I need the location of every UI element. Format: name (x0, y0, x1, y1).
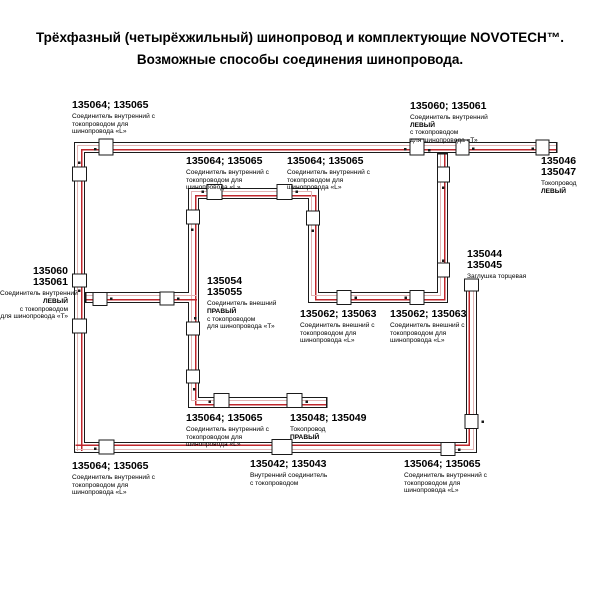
part-numbers: 135048; 135049 (290, 412, 367, 424)
page-title-line1: Трёхфазный (четырёхжильный) шинопровод и комплектующие NOVOTECH™. (35, 30, 565, 45)
connector-box (287, 394, 302, 408)
part-numbers: 135044 135045 (467, 248, 503, 272)
contact-dot (442, 260, 445, 263)
label-connector-internal-left-T-top (410, 101, 488, 145)
contact-dot (193, 388, 196, 391)
part-description: Соединитель внутренний с токопроводом для шинопровода «L» (72, 112, 155, 136)
connector-box (73, 274, 87, 287)
contact-dot (312, 230, 315, 233)
contact-dot (442, 187, 445, 190)
label-connector-external-L-2 (390, 309, 467, 345)
contact-dot (94, 448, 97, 451)
part-numbers: 135064; 135065 (72, 99, 149, 111)
connector-box (73, 319, 87, 333)
connector-box (73, 167, 87, 181)
part-numbers: 135064; 135065 (72, 460, 149, 472)
contact-dot (532, 148, 535, 151)
label-connector-internal-left-T-side (0, 265, 78, 321)
part-numbers: 135060; 135061 (410, 100, 487, 112)
part-description: Соединитель внутренний с токопроводом для шинопровода «L» (404, 471, 487, 495)
part-numbers: 135042; 135043 (250, 458, 327, 470)
connector-box (337, 291, 351, 305)
part-description: Соединитель внутренний ЛЕВЫЙ с токопроводом для шинопровода «Т» (410, 113, 488, 145)
label-connector-external-L-1 (300, 309, 377, 345)
contact-dot (209, 401, 212, 404)
contact-dot (472, 148, 475, 151)
label-connector-internal-L-low (186, 413, 269, 449)
part-description: Соединитель внутренний с токопроводом для шинопровода «L» (72, 473, 155, 497)
connector-box (187, 210, 200, 224)
page-title-line2: Возможные способы соединения шинопровода. (136, 51, 464, 67)
connector-box (187, 322, 200, 335)
connector-box (536, 140, 549, 155)
connector-box (307, 211, 320, 225)
part-numbers: 135064; 135065 (186, 412, 263, 424)
contact-dot (78, 290, 81, 293)
part-numbers: 135064; 135065 (404, 458, 481, 470)
connector-box (410, 291, 424, 305)
label-end-cap (467, 249, 526, 281)
contact-dot (194, 317, 197, 320)
part-numbers: 135064; 135065 (186, 155, 263, 167)
contact-dot (78, 162, 81, 165)
contact-dot (306, 401, 309, 404)
connector-box (187, 370, 200, 383)
part-description: Токопровод ПРАВЫЙ (290, 425, 326, 441)
part-numbers: 135064; 135065 (287, 155, 364, 167)
contact-dot (458, 449, 461, 452)
contact-dot (428, 149, 431, 152)
label-power-feed-left (541, 156, 577, 196)
label-connector-internal-L-bottom-right (404, 459, 487, 495)
label-connector-internal-L-bottom-left (72, 461, 155, 497)
part-description: Соединитель внутренний с токопроводом для шинопровода «L» (186, 168, 269, 192)
part-description: Заглушка торцевая (467, 273, 527, 281)
part-description: Соединитель внешний с токопроводом для шинопровода «L» (390, 321, 465, 345)
part-description: Соединитель внутренний ЛЕВЫЙ с токопроводом для шинопровода «Т» (0, 290, 78, 321)
part-description: Соединитель внутренний с токопроводом для шинопровода «L» (186, 425, 269, 449)
connector-box (99, 440, 114, 454)
contact-dot (405, 297, 408, 300)
connector-box (465, 415, 478, 429)
label-connector-internal-L-mid-1 (186, 156, 269, 192)
part-numbers: 135062; 135063 (390, 308, 467, 320)
part-description: Внутренний соединитель с токопроводом (250, 471, 328, 487)
part-numbers: 135054 135055 (207, 275, 243, 299)
contact-dot (482, 421, 485, 424)
contact-dot (355, 297, 358, 300)
connector-box (441, 443, 455, 456)
part-description: Соединитель внешний с токопроводом для шинопровода «L» (300, 321, 375, 345)
label-connector-internal-straight (250, 459, 327, 487)
part-numbers: 135062; 135063 (300, 308, 377, 320)
contact-dot (177, 298, 180, 301)
connector-box (99, 139, 113, 155)
part-description: Токопровод ЛЕВЫЙ (541, 180, 577, 195)
label-power-feed-right (290, 413, 367, 441)
part-description: Соединитель внешний ПРАВЫЙ с токопроводом для шинопровода «Т» (207, 300, 277, 331)
part-description: Соединитель внутренний с токопроводом для шинопровода «L» (287, 168, 370, 192)
label-connector-external-right-T (207, 276, 276, 331)
contact-dot (191, 229, 194, 232)
contact-dot (110, 298, 113, 301)
connector-box (438, 263, 450, 277)
connector-box (214, 394, 229, 408)
contact-dot (404, 148, 407, 151)
connector-box (160, 292, 174, 305)
part-numbers: 135060 135061 (32, 265, 68, 289)
label-connector-internal-L-top-left (72, 100, 155, 136)
connector-box (438, 167, 450, 182)
part-numbers: 135046 135047 (541, 155, 577, 179)
connector-box (272, 440, 292, 455)
connector-box (93, 293, 107, 306)
contact-dot (94, 148, 97, 151)
label-connector-internal-L-mid-2 (287, 156, 370, 192)
